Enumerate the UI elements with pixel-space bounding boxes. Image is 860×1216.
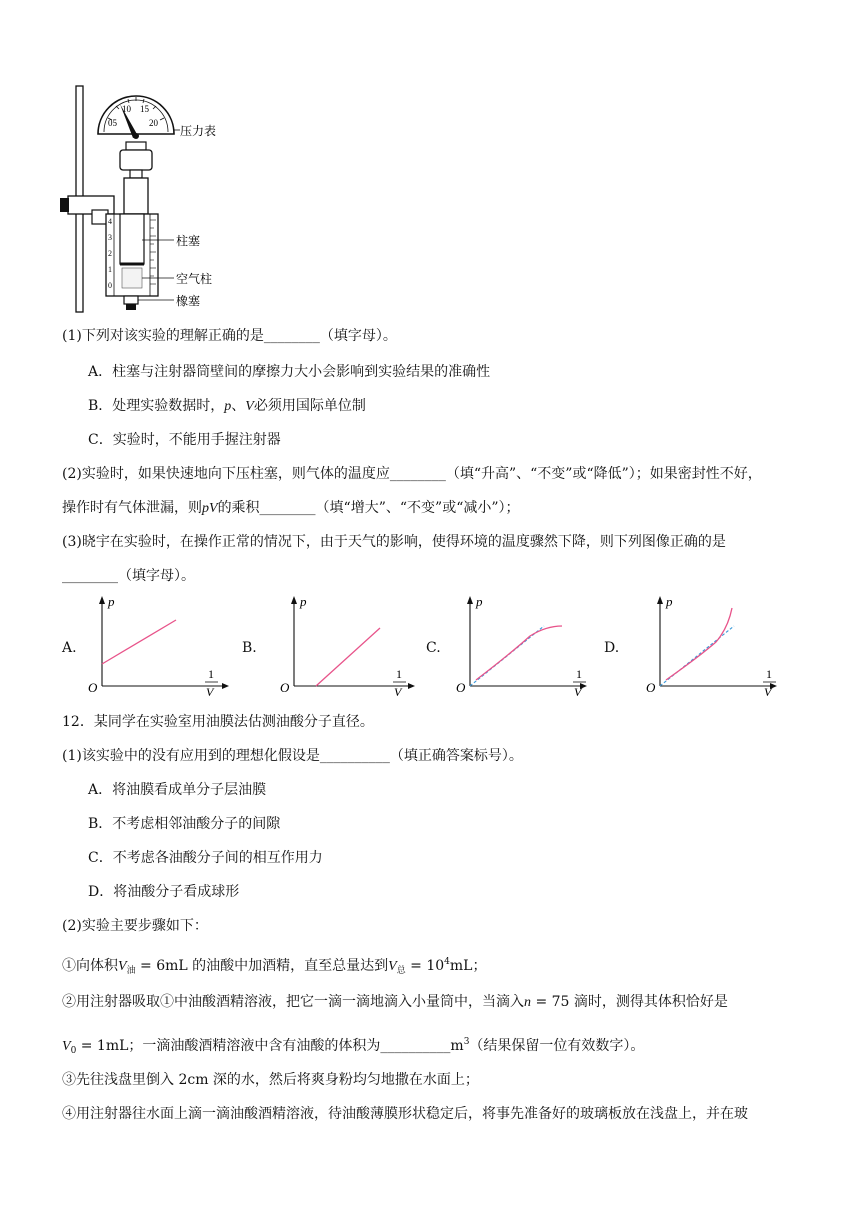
step2-post: = 75 滴时，测得其体积恰好是: [531, 994, 728, 1010]
q11-part1: (1)下列对该实验的理解正确的是________（填字母）。: [62, 328, 397, 344]
step2-v0-sub: 0: [70, 1046, 77, 1056]
q11-part2-line1: (2)实验时，如果快速地向下压柱塞，则气体的温度应________（填“升高”、“不变”或“降低”）；如果密封性不好，: [62, 466, 762, 482]
step2-mid: = 1mL；一滴油酸酒精溶液中含有油酸的体积为__________m: [76, 1038, 464, 1054]
step2-sup: 3: [463, 1037, 470, 1047]
q11-option-b-v: V: [245, 399, 254, 414]
graph-d-curve: [666, 608, 732, 680]
graph-letter-d: D.: [604, 640, 620, 656]
graph-b-x-num: 1: [396, 667, 402, 681]
graph-a-origin: O: [88, 680, 98, 695]
pressure-gauge: [98, 96, 174, 134]
graph-a-line: [102, 620, 176, 664]
q11-option-c: C．实验时，不能用手握注射器: [88, 432, 281, 448]
q11-option-b: [88, 396, 366, 417]
graph-c-origin: O: [456, 680, 466, 695]
step2-v0: V: [62, 1039, 71, 1054]
step1-pre: ①向体积: [62, 958, 118, 974]
graph-letter-a: A.: [62, 640, 77, 656]
scale-2: 2: [108, 249, 112, 258]
graph-c: [452, 592, 602, 704]
scale-4: 4: [108, 217, 112, 226]
q11-part2-pv: pV: [202, 501, 218, 516]
step1-eq: = 10: [405, 958, 445, 974]
q11-part3-line1: (3)晓宇在实验时，在操作正常的情况下，由于天气的影响，使得环境的温度骤然下降，则下列图像正确的是: [62, 534, 726, 550]
graph-c-x-num: 1: [576, 667, 582, 681]
graph-b-line: [316, 628, 380, 686]
plug-label: 橡塞: [176, 294, 201, 308]
q12-option-c: C．不考虑各油酸分子间的相互作用力: [88, 850, 323, 866]
rubber-plug: [124, 296, 138, 304]
graph-b-x-den: V: [394, 685, 402, 699]
graph-d-y-label: p: [666, 594, 673, 609]
air-column-label: 空气柱: [176, 272, 213, 286]
q11-option-a: A．柱塞与注射器筒壁间的摩擦力大小会影响到实验结果的准确性: [88, 364, 491, 380]
q12-option-d: D．将油酸分子看成球形: [88, 884, 240, 900]
step1-end: mL；: [449, 958, 487, 974]
graph-b: [276, 592, 426, 704]
graph-d-x-num: 1: [766, 667, 772, 681]
graph-d-origin: O: [646, 680, 656, 695]
step2-pre: ②用注射器吸取①中油酸酒精溶液，把它一滴一滴地滴入小量筒中，当滴入: [62, 994, 524, 1010]
q11-option-b-mid: 、: [231, 398, 246, 414]
step1-sup: 4: [444, 957, 450, 967]
q12-part1: (1)该实验中的没有应用到的理想化假设是__________（填正确答案标号）。: [62, 748, 523, 764]
graph-a-x-den: V: [206, 685, 214, 699]
q12-title: 12．某同学在实验室用油膜法估测油酸分子直径。: [62, 714, 374, 730]
step1-sub2: 总: [396, 966, 406, 976]
graph-a-y-label: p: [108, 594, 115, 609]
piston-label: 柱塞: [176, 234, 201, 248]
scale-3: 3: [108, 233, 112, 242]
graph-b-origin: O: [280, 680, 290, 695]
step1-sub: 油: [126, 966, 136, 976]
apparatus-figure: [56, 82, 236, 314]
step1-v2: V: [388, 959, 397, 974]
gauge-tick-10: 10: [122, 104, 131, 114]
step1-v: V: [118, 959, 127, 974]
scale-0: 0: [108, 281, 112, 290]
q11-part2-post: 的乘积________（填“增大”、“不变”或“减小”）；: [217, 500, 520, 516]
gauge-tick-05: 05: [108, 118, 117, 128]
q12-option-b: B．不考虑相邻油酸分子的间隙: [88, 816, 281, 832]
graph-letter-c: C.: [426, 640, 441, 656]
graph-a: [84, 592, 234, 704]
graph-d: [642, 592, 792, 704]
piston: [120, 214, 144, 264]
graph-c-x-den: V: [574, 685, 582, 699]
step1-mid: = 6mL 的油酸中加酒精，直至总量达到: [135, 958, 389, 974]
gauge-tick-20: 20: [149, 118, 158, 128]
scale-1: 1: [108, 265, 112, 274]
q11-option-b-pre: B．处理实验数据时，: [88, 398, 225, 414]
q12-step4: ④用注射器往水面上滴一滴油酸酒精溶液，待油酸薄膜形状稳定后，将事先准备好的玻璃板放在浅盘上，并在玻: [62, 1106, 748, 1122]
q11-part3-line2: ________（填字母）。: [62, 568, 195, 584]
clamp-knob: [60, 198, 69, 212]
gauge-label: 压力表: [180, 124, 217, 138]
q11-part2-pre: 操作时有气体泄漏，则: [62, 500, 202, 516]
q12-option-a: A．将油膜看成单分子层油膜: [88, 782, 267, 798]
step2-n: n: [524, 995, 531, 1010]
graph-c-y-label: p: [476, 594, 483, 609]
q12-step1: [62, 952, 486, 981]
q11-option-b-post: 必须用国际单位制: [253, 398, 366, 414]
graph-a-x-num: 1: [208, 667, 214, 681]
q12-step3: ③先往浅盘里倒入 2cm 深的水，然后将爽身粉均匀地撒在水面上；: [62, 1072, 479, 1088]
graph-c-curve: [476, 626, 562, 680]
gauge-tick-15: 15: [140, 104, 149, 114]
q11-option-b-p: p: [224, 399, 232, 414]
graph-b-y-label: p: [300, 594, 307, 609]
q12-step2-line1: [62, 992, 728, 1013]
q12-part2: (2)实验主要步骤如下：: [62, 918, 208, 934]
graph-letter-b: B.: [242, 640, 257, 656]
graph-d-x-den: V: [764, 685, 772, 699]
q11-part2-line2: [62, 498, 520, 519]
step2-end: （结果保留一位有效数字）。: [469, 1038, 645, 1054]
q12-step2-line2: [62, 1032, 644, 1061]
